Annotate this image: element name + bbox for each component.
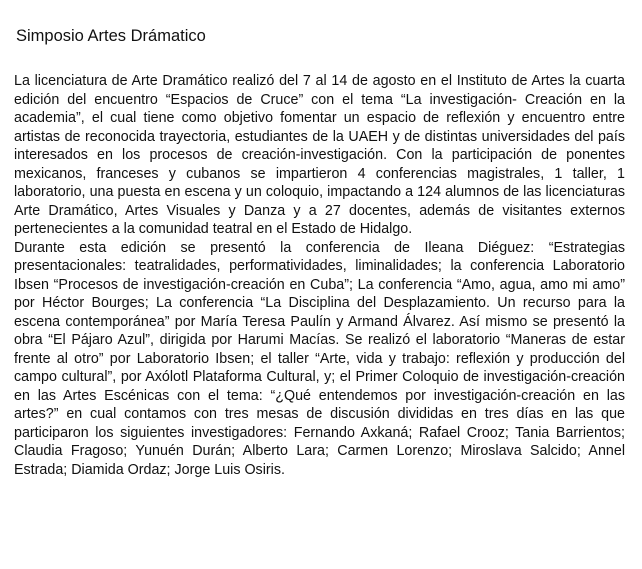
document-body	[14, 72, 625, 479]
body-paragraph-1: La licenciatura de Arte Dramático realizó del 7 al 14 de agosto en el Instituto de Artes la cuarta edición del encuentro “Espacios de Cruce” con el tema “La investigación- Creación en la academia”, el cual tiene como objetivo fomentar un espacio de reflexión y encuentro entre artistas de reconocida trayectoria, estudiantes de la UAEH y de distintas universidades del país interesados en los procesos de creación-investigación. Con la participación de ponentes mexicanos, franceses y cubanos se impartieron 4 conferencias magistrales, 1 taller, 1 laboratorio, una puesta en escena y un coloquio, impactando a 124 alumnos de las licenciaturas Arte Dramático, Artes Visuales y Danza y a 27 docentes, además de visitantes externos pertenecientes a la comunidad teatral en el Estado de Hidalgo.	[14, 73, 625, 237]
body-paragraph-2: Durante esta edición se presentó la conferencia de Ileana Diéguez: “Estrategias presentacionales: teatralidades, performatividades, liminalidades; la conferencia Laboratorio Ibsen “Procesos de investigación-creación en Cuba”; La conferencia “Amo, agua, amo mi amo” por Héctor Bourges; La conferencia “La Disciplina del Desplazamiento. Un recurso para la escena contemporánea” por María Teresa Paulín y Armand Álvarez. Así mismo se presentó la obra “El Pájaro Azul”, dirigida por Harumi Macías. Se realizó el laboratorio “Maneras de estar frente al otro” por Laboratorio Ibsen; el taller “Arte, vida y trabajo: reflexión y producción del campo cultural”, por Axólotl Plataforma Cultural, y; el Primer Coloquio de investigación-creación en las Artes Escénicas con el tema: “¿Qué entendemos por investigación-creación en las artes?” en cual contamos con tres mesas de discusión divididas en tres días en las que participaron los siguientes investigadores: Fernando Axkaná; Rafael Crooz; Tania Barrientos; Claudia Fragoso; Yunuén Durán; Alberto Lara; Carmen Lorenzo; Miroslava Salcido; Annel Estrada; Diamida Ordaz; Jorge Luis Osiris.	[14, 239, 625, 478]
document-title: Simposio Artes Drámatico	[16, 27, 206, 45]
